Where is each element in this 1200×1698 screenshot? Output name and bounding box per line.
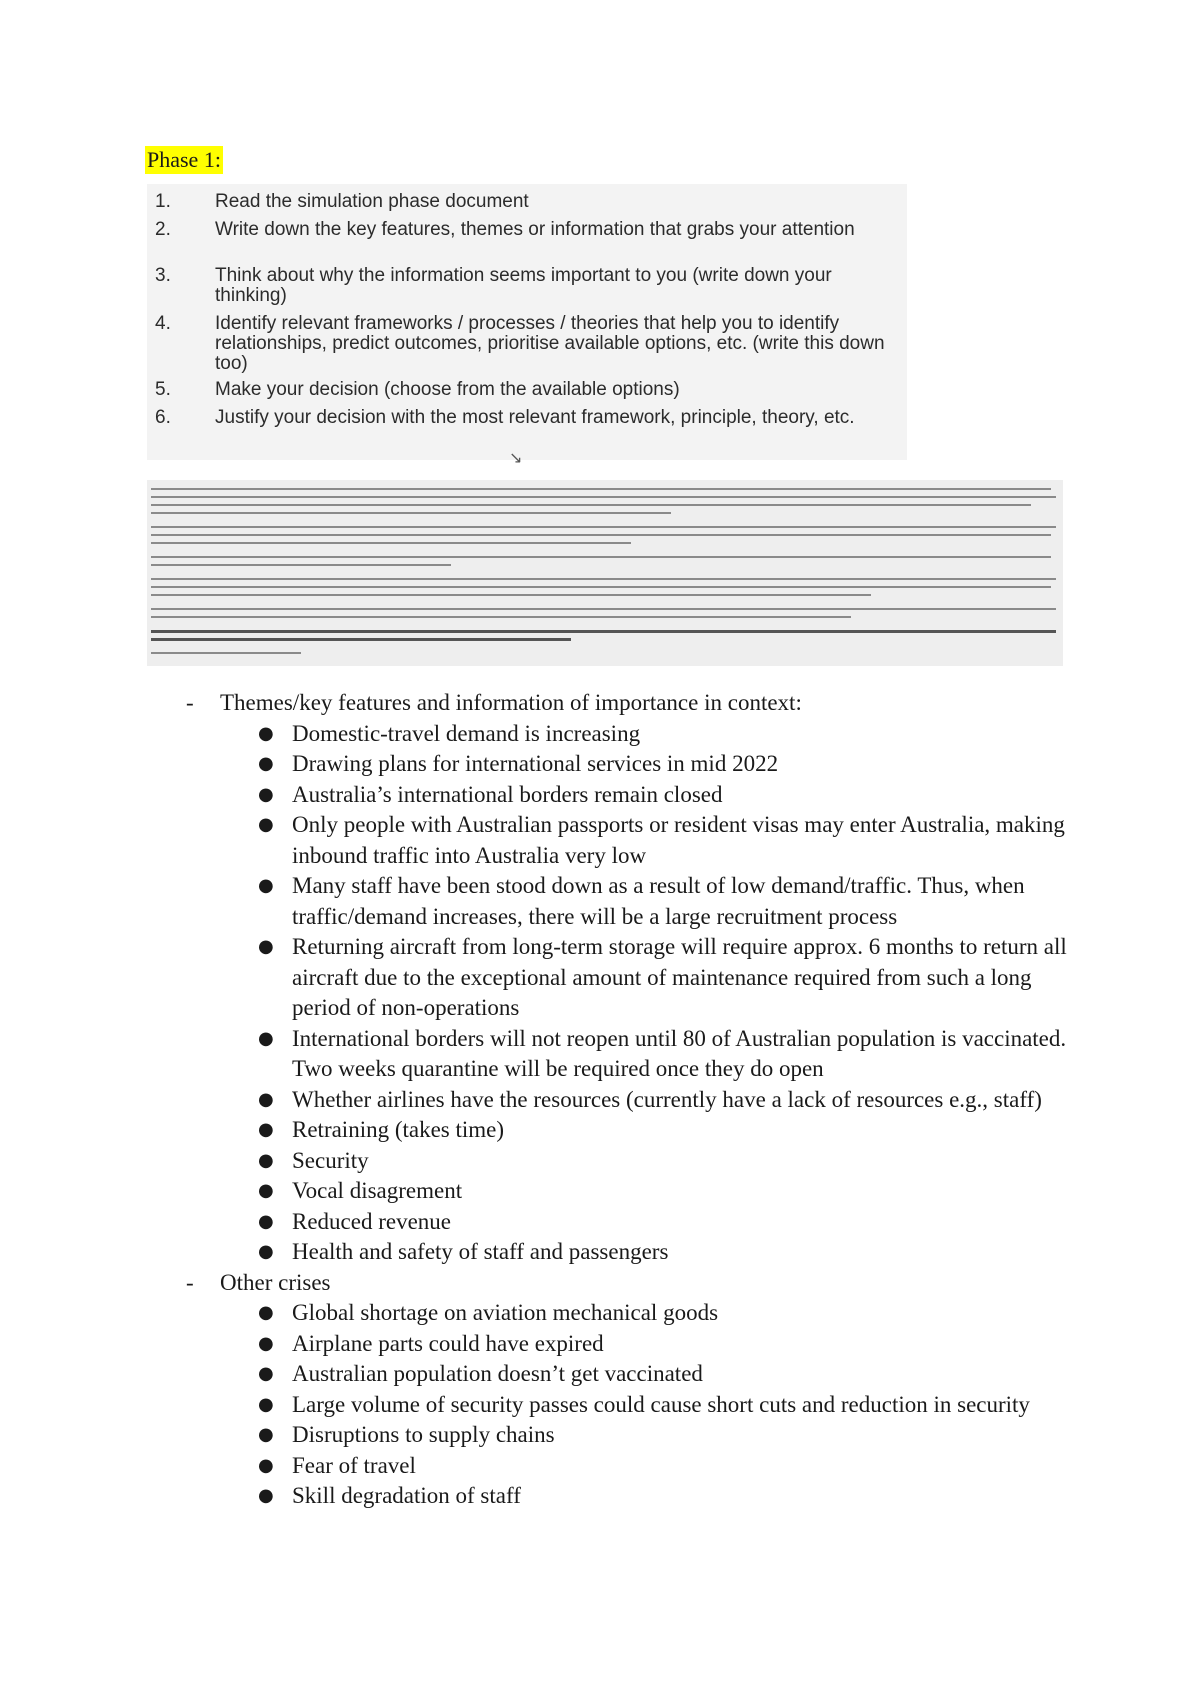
list-item: ● International borders will not reopen until 80 of Australian population is vaccinated. Two weeks quarantine will be required once they do open [258, 1025, 1067, 1081]
list-item: ● Health and safety of staff and passengers [258, 1239, 669, 1264]
list-item: ● Fear of travel [258, 1452, 416, 1478]
section-heading: - Other crises [186, 1269, 331, 1295]
scanned-text-image [147, 480, 1063, 666]
list-item: ● Retraining (takes time) [258, 1117, 505, 1142]
list-item: ● Returning aircraft from long-term storage will require approx. 6 months to return all aircraft due to the exceptional amount of maintenance required from such a long period of non-operations [258, 934, 1067, 1020]
list-item: ● Whether airlines have the resources (currently have a lack of resources e.g., staff) [258, 1086, 1042, 1112]
bullet-list [186, 1298, 1086, 1512]
list-item: ● Global shortage on aviation mechanical goods [258, 1300, 719, 1325]
list-item: ● Domestic-travel demand is increasing [258, 720, 641, 746]
bullet-list [186, 719, 1086, 1268]
list-item: ● Drawing plans for international services in mid 2022 [258, 751, 779, 776]
list-item: ● Skill degradation of staff [258, 1483, 521, 1508]
list-item: ● Australia’s international borders remain closed [258, 781, 723, 807]
phase-title: Phase 1: [147, 147, 221, 172]
list-item: ● Disruptions to supply chains [258, 1422, 555, 1447]
list-item: ● Large volume of security passes could cause short cuts and reduction in security [258, 1391, 1030, 1417]
list-item: ● Airplane parts could have expired [258, 1330, 604, 1356]
list-item: ● Only people with Australian passports or resident visas may enter Australia, making inbound traffic into Australia very low [258, 812, 1065, 868]
list-item: ● Vocal disagrement [258, 1178, 463, 1203]
list-item: ● Australian population doesn’t get vaccinated [258, 1361, 703, 1386]
notes-content [186, 688, 1086, 1512]
cursor-icon: ↘ [509, 448, 523, 467]
section-heading: - Themes/key features and information of importance in context: [186, 690, 802, 715]
steps-screenshot: 1. Read the simulation phase document 2. Write down the key features, themes or information that grabs your attention 3. Think about why the information seems important to you (write down your thinking) 4. Identify relevant frameworks / processes / theories that help you to identify relationships, predict outcomes, prioritise available options, etc. (write this down too) 5. Make your decision (choose from the available options) 6. Justify your decision with the most relevant framework, principle, theory, etc. ↘ [147, 184, 907, 460]
list-item: ● Many staff have been stood down as a result of low demand/traffic. Thus, when traffic/demand increases, there will be a large recruitment process [258, 873, 1025, 929]
list-item: ● Security [258, 1147, 369, 1173]
list-item: ● Reduced revenue [258, 1208, 452, 1234]
